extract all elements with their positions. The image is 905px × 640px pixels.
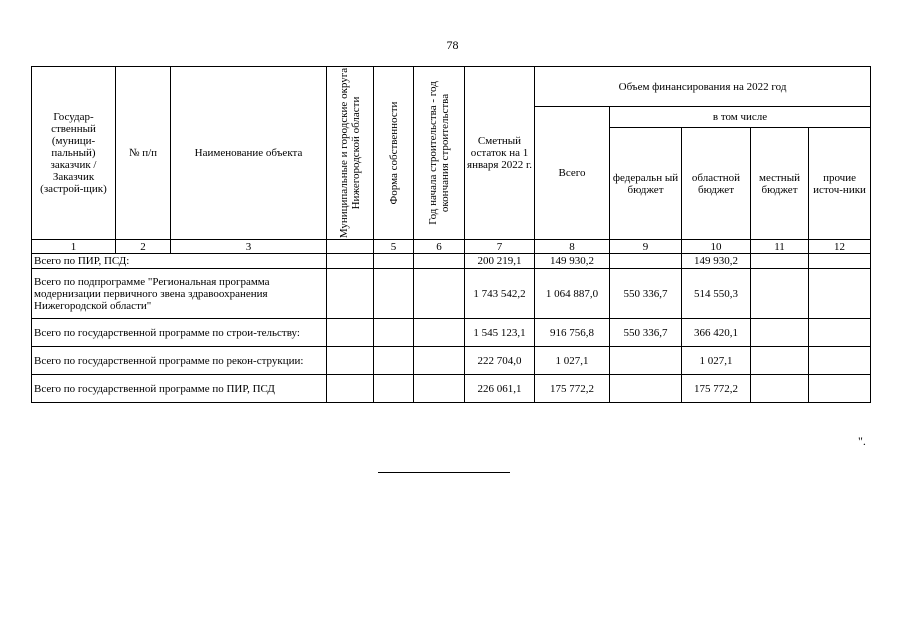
column-number: 2 <box>116 240 171 254</box>
column-number: 11 <box>751 240 809 254</box>
header-estimate-balance: Сметный остаток на 1 января 2022 г. <box>465 67 535 240</box>
row-total: 149 930,2 <box>535 254 610 269</box>
header-financing-title: Объем финансирования на 2022 год <box>535 67 871 107</box>
header-customer: Государ-ственный (муници-пальный) заказчик / Заказчик (застрой-щик) <box>32 67 116 240</box>
row-regional: 175 772,2 <box>682 375 751 403</box>
row-federal: 550 336,7 <box>610 269 682 319</box>
table-row <box>32 269 871 319</box>
column-number: 9 <box>610 240 682 254</box>
row-balance: 222 704,0 <box>465 347 535 375</box>
column-number: 6 <box>414 240 465 254</box>
column-number-row <box>32 240 871 254</box>
row-total: 916 756,8 <box>535 319 610 347</box>
row-federal <box>610 347 682 375</box>
row-balance: 200 219,1 <box>465 254 535 269</box>
row-balance: 1 743 542,2 <box>465 269 535 319</box>
column-number: 7 <box>465 240 535 254</box>
row-regional: 366 420,1 <box>682 319 751 347</box>
row-total: 1 064 887,0 <box>535 269 610 319</box>
row-federal <box>610 375 682 403</box>
closing-quote: ". <box>858 434 866 448</box>
row-other <box>809 375 871 403</box>
header-number: № п/п <box>116 67 171 240</box>
header-including: в том числе <box>610 107 871 128</box>
financing-table <box>31 66 871 403</box>
row-balance: 1 545 123,1 <box>465 319 535 347</box>
header-years: Год начала строительства - год окончания строительства <box>427 81 451 225</box>
table-row <box>32 375 871 403</box>
table-row <box>32 254 871 269</box>
header-municipality-cell <box>327 67 374 240</box>
column-number: 10 <box>682 240 751 254</box>
row-federal: 550 336,7 <box>610 319 682 347</box>
row-other <box>809 254 871 269</box>
header-ownership: Форма собственности <box>387 101 400 205</box>
row-balance: 226 061,1 <box>465 375 535 403</box>
table-row <box>32 347 871 375</box>
row-other <box>809 319 871 347</box>
row-total: 175 772,2 <box>535 375 610 403</box>
header-other: прочие источ-ники <box>809 128 871 240</box>
row-regional: 1 027,1 <box>682 347 751 375</box>
column-number: 3 <box>171 240 327 254</box>
column-number: 5 <box>374 240 414 254</box>
header-regional: областной бюджет <box>682 128 751 240</box>
row-name: Всего по государственной программе по строи-тельству: <box>32 319 327 347</box>
column-number: 1 <box>32 240 116 254</box>
column-number: 12 <box>809 240 871 254</box>
table-row <box>32 319 871 347</box>
row-local <box>751 375 809 403</box>
row-name: Всего по подпрограмме "Региональная программа модернизации первичного звена здравоохранения Нижегородской области" <box>32 269 327 319</box>
header-years-cell <box>414 67 465 240</box>
column-number: 8 <box>535 240 610 254</box>
page-number: 78 <box>446 38 459 52</box>
row-local <box>751 319 809 347</box>
row-other <box>809 269 871 319</box>
header-total: Всего <box>535 107 610 240</box>
header-municipality: Муниципальные и городские округа Нижегородской области <box>338 67 362 239</box>
row-regional: 149 930,2 <box>682 254 751 269</box>
row-regional: 514 550,3 <box>682 269 751 319</box>
row-local <box>751 254 809 269</box>
column-number <box>327 240 374 254</box>
header-local: местный бюджет <box>751 128 809 240</box>
header-ownership-cell <box>374 67 414 240</box>
row-local <box>751 347 809 375</box>
row-name: Всего по ПИР, ПСД: <box>32 254 327 269</box>
row-name: Всего по государственной программе по рекон-струкции: <box>32 347 327 375</box>
row-name: Всего по государственной программе по ПИР, ПСД <box>32 375 327 403</box>
row-local <box>751 269 809 319</box>
header-federal: федеральн ый бюджет <box>610 128 682 240</box>
header-object-name: Наименование объекта <box>171 67 327 240</box>
row-total: 1 027,1 <box>535 347 610 375</box>
row-other <box>809 347 871 375</box>
row-federal <box>610 254 682 269</box>
footer-divider <box>378 472 510 473</box>
